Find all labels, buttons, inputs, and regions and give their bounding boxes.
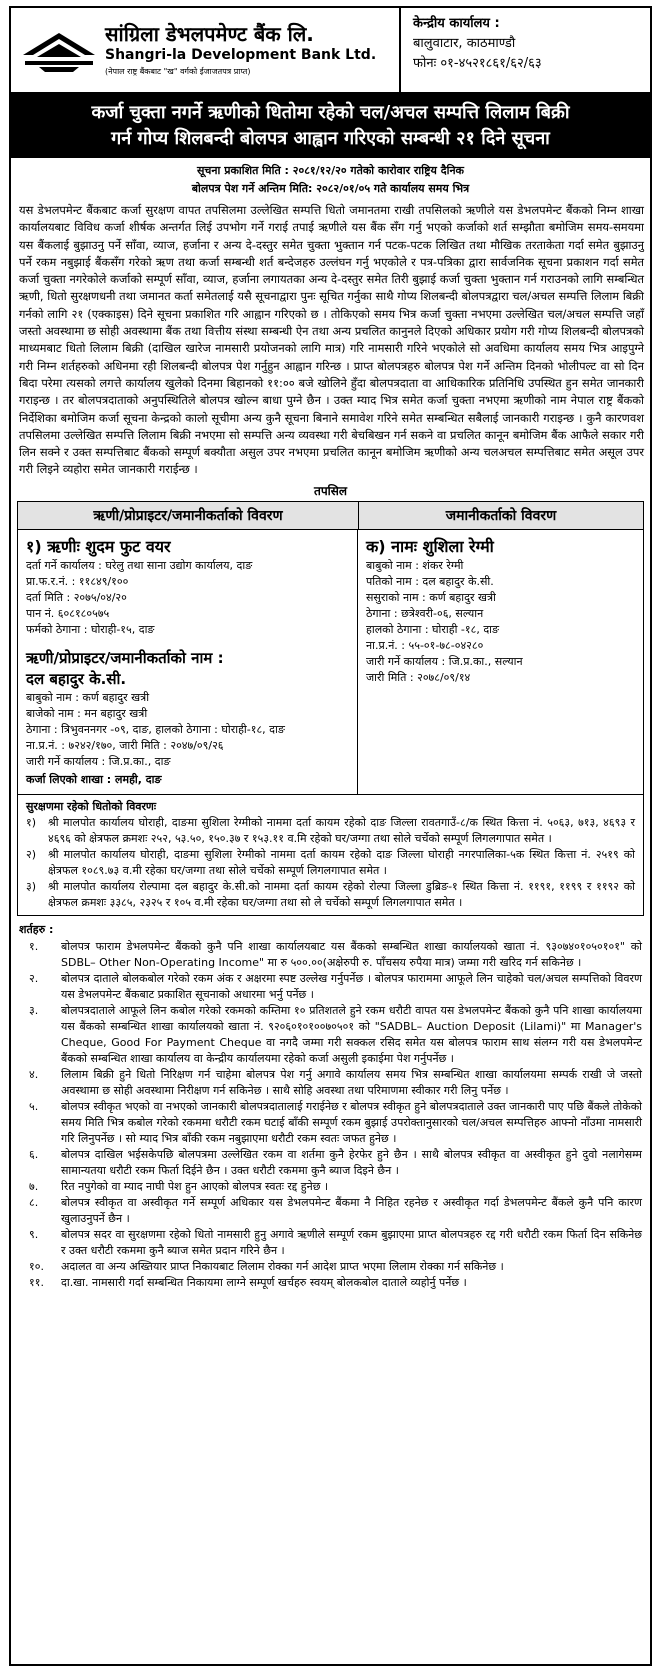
term-item <box>19 1275 642 1291</box>
guarantor-column <box>358 530 643 794</box>
guarantor-line: जारी मिति : २०७८/०९/१४ <box>366 670 471 684</box>
term-number: ७. <box>29 1179 39 1193</box>
guarantor-column-header: जमानीकर्ताको विवरण <box>445 507 557 524</box>
term-text: बोलपत्र सदर वा सुरक्षणमा रहेको धितो नामसारी हुनु अगावे ऋणीले सम्पूर्ण रकम बुझाएमा प्राप्त बोलपत्रहरु रद्द गरी धरौटी रकम फिर्ता दिन सकिनेछ र उक्त धरौटी रकममा कुनै ब्याज समेत प्रदान गरिने छैन । <box>61 1227 642 1257</box>
office-phone: फोनः ०१-४५२१८६१/६२/६३ <box>413 56 542 71</box>
proprietor-title-line2: दल बहादुर के.सी. <box>26 669 127 688</box>
collateral-section <box>18 794 643 915</box>
term-text: बोलपत्र दाखिल भईसकेपछि बोलपत्रमा उल्लेखित रकम वा शर्तमा कुनै हेरफेर हुने छैन । साथै बोलपत्र स्वीकृत वा अस्वीकृत हुने दुवो नलागेसम्म सामान्यतया धरौटी रकम फिर्ता दिईने छैन । उक्त धरौटी रकममा कुनै ब्याज दिइने छैन । <box>61 1147 642 1177</box>
schedule-title: तपसिल <box>313 483 347 498</box>
notice-page <box>9 6 652 1666</box>
bank-name-nepali: सांग्रिला डेभलपमेण्ट बैंक लि. <box>105 22 314 46</box>
guarantor-line: ठेगाना : छत्रेश्वरी-०६, सल्यान <box>366 606 484 620</box>
term-item <box>19 1179 642 1195</box>
term-number: ११. <box>29 1275 44 1289</box>
loan-branch: कर्जा लिएको शाखा : लमही, दाङ <box>26 772 162 786</box>
proprietor-title-line1: ऋणी/प्रोप्राइटर/जमानीकर्ताको नाम : <box>26 648 224 667</box>
collateral-item-text: श्री मालपोत कार्यालय घोराही, दाङमा सुशिला रेग्मीको नाममा दर्ता कायम रहेको दाङ जिल्ला घोराही नगरपालिका-५क स्थित कित्ता नं. २५१९ को क्षेत्रफल १०८९.७३ व.मी रहेका घर/जग्गा तथा सोले चर्चेको सम्पूर्ण लिगलगापात समेत । <box>48 847 635 877</box>
term-text: लिलाम बिक्री हुने धितो निरिक्षण गर्न चाहेमा बोलपत्र पेश गर्नु अगावे कार्यालय समय भित्र सम्बन्धित शाखा कार्यालयमा सम्पर्क राखी जे जस्तो अवस्थामा छ सोही अवस्थामा निरीक्षण गर्न सकिनेछ । साथै सोहि अवस्था तथा परिमाणमा स्वीकार गरी लिनु पर्नेछ । <box>61 1067 642 1097</box>
proprietor-line: जारी गर्ने कार्यालय : जि.प्र.का., दाङ <box>26 754 171 768</box>
borrower-column <box>18 530 358 794</box>
collateral-item-text: श्री मालपोत कार्यालय घोराही, दाङमा सुशिला रेग्मीको नाममा दर्ता कायम रहेको दाङ जिल्ला रावतगाउँ-८/क स्थित कित्ता नं. ५०६३, ७१३, ४६९३ र ४६९६ को क्षेत्रफल क्रमशः २५२, ५३.५०, १५०.३७ र १५३.११ व.मि रहेको घर/जग्गा तथा सोले चर्चेको सम्पूर्ण लिगलगापात समेत । <box>48 815 635 845</box>
notice-body: यस डेभलपमेन्ट बैंकबाट कर्जा सुरक्षण वापत तपसिलमा उल्लेखित सम्पत्ति धितो जमानतमा राखी तपसिलको ऋणीले यस डेभलपमेन्ट बैंकको निम्न शाखा कार्यालयबाट विविध कर्जा शीर्षक अन्तर्गत लिई उपभोग गर्ने गराई तपाई ऋणीले यस बैंक सँग गर्नु भएको कर्जाको शर्त सम्झौता बमोजिम समय-समयमा यस बैंकलाई बुझाउनु पर्ने साँवा, व्याज, हर्जाना र अन्य दे-दस्तुर समेत चुक्ता भुक्तान गर्न पटक-पटक लिखित तथा मौखिक तरताकेता गर्दा समेत बुझाउनु पर्ने रकम नबुझाई बैंकसँग गरेको ऋण तथा कर्जा सम्बन्धी शर्त बन्देजहरु उल्लंघन गर्नु भएकोले र पत्र-पत्रिका द्वारा सार्वजनिक सूचना प्रकाशन गर्दा समेत कर्जा चुक्ता नगरेकोले कर्जाको सम्पूर्ण साँवा, व्याज, हर्जाना लगायतका अन्य दे-दस्तुर समेत तिरी बुझाई कर्जा चुक्ता भुक्तान गर्न गराउनको लागि सम्बन्धित ऋणी, धितो सुरक्षणधनी तथा जमानत कर्ता समेतलाई यसै सूचनाद्वारा पुनः सूचित गर्नुका साथै गोप्य शिलबन्दी बोलपत्रद्वारा चल/अचल सम्पत्ति लिलाम बिक्री गर्नको लागि २१ (एक्काइस) दिने सूचना प्रकाशित गरि आह्वान गरिएको छ । तोकिएको समय भित्र कर्जा चुक्ता नभएमा उल्लेखित चल/अचल सम्पत्ति जहाँ जस्तो अवस्थामा छ सोही अवस्थामा बैंक तथा वित्तीय संस्था सम्बन्धी ऐन तथा अन्य प्रचलित कानुनले दिएको अधिकार प्रयोग गरी गोप्य शिलबन्दी बोलपत्रको माध्यमबाट धितो लिलाम बिक्री (दाखिल खारेज नामसारी प्रयोजनको लागि मात्र) गरि नामसारी गरिने भएकोले सो अवधिमा कार्यालय समय भित्र आइपुग्ने गरी निम्न शर्तहरुको अधिनमा रही शिलबन्दी बोलपत्र पेश गर्नुहुन आह्वान गरिन्छ । प्राप्त बोलपत्रहरु बोलपत्र पेश गर्ने अन्तिम दिनको भोलीपल्ट वा सो दिन बिदा परेमा त्यसको लगत्ते कार्यालय खुलेको दिनमा बिहानको ११:०० बजे खोलिने हुँदा बोलपत्रदाता वा आधिकारिक प्रतिनिधि उपस्थित हुन समेत जानकारी गराइन्छ । तर बोलपत्रदाताको अनुपस्थितिले बोलपत्र खोल्न बाधा पुग्ने छैन । उक्त म्याद भित्र समेत कर्जा चुक्ता नभएमा ऋणीको नाम नेपाल राष्ट्र बैंकको निर्देशिका बमोजिम कर्जा सूचना केन्द्रको कालो सूचीमा अन्य कुनै सूचना बिनाने समावेश गरिने समेत सम्बन्धित सबैलाई जानकारी गराइन्छ । कुनै कारणवश तपसिलमा उल्लेखित सम्पत्ति लिलाम बिक्री नभएमा सो सम्पत्ति अन्य व्यवस्था गरी बेचबिखन गर्न सकने वा प्रचलित कानून बमोजिम बैंक आफैले सकार गरी लिन सक्ने र उक्त सम्पत्तिबाट बैंकको सम्पूर्ण बक्यौता असुल उपर नभएमा प्रचलित कानून बमोजिम ऋणीको अन्य चलअचल सम्पत्तिबाट समेत असूल उपर गरी लिइने व्यहोरा समेत जानकारी गराईन्छ । <box>19 203 644 477</box>
term-text: बोलपत्रदाताले आफूले लिन कबोल गरेको रकमको कम्तिमा १० प्रतिशतले हुने रकम धरौटी वापत यस डेभलपमेन्ट बैंकको कुनै पनि शाखा कार्यालयमा यस बैंकको सम्बन्धित शाखा कार्यालयको खाता नं. ९२०६०१०१००७०५०१ को "SADBL– Auction Deposit (Lilami)" मा Manager's Cheque, Good For Payment Cheque वा नगदै जम्मा गरी सक्कल रसिद समेत यस बोलपत्र फाराम साथ संलग्न गरी यस डेभलपमेन्ट बैंकको सम्बन्धित शाखा कार्यालय वा केन्द्रीय कार्यालयमा रहेको कर्जा असुली इकाईमा पेश गर्नुपर्नेछ । <box>61 1003 642 1065</box>
term-text: बोलपत्र स्वीकृत भएको वा नभएको जानकारी बोलपत्रदातालाई गराईनेछ र बोलपत्र स्वीकृत हुने बोलपत्रदाताले उक्त जानकारी पाए पछि बैंकले तोकेको समय मिति भित्र कबोल गरेको रकममा धरौटी रकम घटाई बाँकी सम्पूर्ण रकम बुझाई उपरोक्तानुसारको चल/अचल सम्पत्तिहरु आफ्नो नाँउमा नामसारी गरि लिनुपर्नेछ । सो म्याद भित्र बाँकी रकम नबुझाएमा धरौटी रकम स्वतः जफत हुनेछ । <box>61 1099 642 1145</box>
term-item <box>19 1195 642 1227</box>
notice-title-line2: गर्न गोप्य शिलबन्दी बोलपत्र आह्वान गरिएको सम्बन्धी २१ दिने सूचना <box>111 128 550 149</box>
collateral-item <box>26 815 635 847</box>
collateral-item <box>26 847 635 879</box>
logo-block <box>11 8 401 92</box>
notice-title-banner <box>11 94 650 158</box>
guarantor-line: हालको ठेगाना : घोराही -१८, दाङ <box>366 622 500 636</box>
borrower-line: प्रा.फ.र.नं. : ११८४९/१०० <box>26 574 129 588</box>
schedule-header-row <box>18 502 643 530</box>
office-title: केन्द्रीय कार्यालय : <box>413 16 500 31</box>
proprietor-title <box>26 648 351 690</box>
term-number: ४. <box>29 1067 39 1081</box>
collateral-title: सुरक्षणमा रहेको धितोको विवरणः <box>26 799 157 813</box>
published-date: सूचना प्रकाशित मिति : २०८१/१२/२० गतेको कारोवार राष्ट्रिय दैनिक <box>196 164 465 177</box>
term-text: अदालत वा अन्य अख्तियार प्राप्त निकायबाट लिलाम रोक्का गर्न आदेश प्राप्त भएमा लिलाम रोक्का गर्न सकिनेछ । <box>61 1259 504 1273</box>
term-item <box>19 1067 642 1099</box>
proprietor-line: बाजेको नाम : मन बहादुर खत्री <box>26 706 148 720</box>
bank-slogan: (नेपाल राष्ट्र बैंकबाट "ख" वर्गको ईजाजतपत्र प्राप्त) <box>105 67 251 76</box>
term-item <box>19 1003 642 1067</box>
term-text: रित नपुगेको वा म्याद नाघी पेश हुन आएको बोलपत्र स्वतः रद्द हुनेछ । <box>61 1179 329 1193</box>
term-number: ८. <box>29 1195 39 1209</box>
term-number: २. <box>29 971 39 985</box>
proprietor-line: बाबुको नाम : कर्ण बहादुर खत्री <box>26 690 150 704</box>
collateral-item-number: १) <box>26 815 37 829</box>
notice-title-line1: कर्जा चुक्ता नगर्ने ऋणीको धितोमा रहेको चल/अचल सम्पत्ति लिलाम बिक्री <box>91 102 570 123</box>
schedule-table <box>17 501 644 916</box>
term-number: ६. <box>29 1147 39 1161</box>
office-address: बालुवाटार, काठमाण्डौ <box>413 36 516 51</box>
guarantor-line: ना.प्र.नं. : ५५-०१-७८-०४२८० <box>366 638 484 652</box>
borrower-line: दर्ता मिति : २०७५/०४/२० <box>26 590 127 604</box>
borrower-line: दर्ता गर्ने कार्यालय : घरेलु तथा साना उद्योग कार्यालय, दाङ <box>26 558 253 572</box>
terms-list <box>11 937 650 1291</box>
bank-names <box>105 22 376 78</box>
schedule-details-row <box>18 530 643 794</box>
header <box>11 8 650 94</box>
proprietor-line: ठेगाना : त्रिभुवननगर -०९, दाङ, हालको ठेगाना : घोराही-१८, दाङ <box>26 722 285 736</box>
borrower-line: पान नं. ६०८१८०५७५ <box>26 606 110 620</box>
borrower-column-header: ऋणी/प्रोप्राइटर/जमानीकर्ताको विवरण <box>18 502 359 529</box>
submission-deadline: बोलपत्र पेश गर्ने अन्तिम मिति: २०८२/०१/०५ गते कार्यालय समय भित्र <box>191 182 470 195</box>
notice-meta <box>11 162 650 198</box>
term-number: १०. <box>29 1259 44 1273</box>
term-text: दा.खा. नामसारी गर्दा सम्बन्धित निकायमा लाग्ने सम्पूर्ण खर्चहरु स्वयम् बोलकबोल दाताले व्यहोर्नु पर्नेछ । <box>61 1275 467 1289</box>
guarantor-line: ससुराको नाम : कर्ण बहादुर खत्री <box>366 590 496 604</box>
term-number: ९. <box>29 1227 39 1241</box>
term-item <box>19 939 642 971</box>
borrower-title: १) ऋणीः शुदम फुट वयर <box>26 536 171 556</box>
term-text: बोलपत्र फाराम डेभलपमेन्ट बैंकको कुनै पनि शाखा कार्यालयबाट यस बैंकको सम्बन्धित शाखा कार्यालयको खाता नं. ९३०७४०१०५०१०१" को SDBL– Other Non-Operating Income" मा रु ५००.००(अक्षेरुपी रु. पाँचसय रुपैया मात्र) जम्मा गरी खरिद गर्न सकिनेछ । <box>61 939 642 969</box>
term-text: बोलपत्र दाताले बोलकबोल गरेको रकम अंक र अक्षरमा स्पष्ट उल्लेख गर्नुपर्नेछ । बोलपत्र फाराममा आफूले लिन चाहेको चल/अचल सम्पत्तिको विवरण यस डेभलपमेन्ट बैंकबाट प्रकाशित सूचनाको अधारमा भर्नु पर्नेछ । <box>61 971 642 1001</box>
terms-title: शर्तहरु : <box>19 922 54 936</box>
term-text: बोलपत्र स्वीकृत वा अस्वीकृत गर्ने सम्पूर्ण अधिकार यस डेभलपमेन्ट बैंकमा नै निहित रहनेछ र अस्वीकृत गर्दा डेभलपमेन्ट बैंकले कुनै पनि कारण खुलाउनुपर्ने छैन । <box>61 1195 642 1225</box>
guarantor-line: जारी गर्ने कार्यालय : जि.प्र.का., सल्यान <box>366 654 523 668</box>
bank-name-english: Shangri-la Development Bank Ltd. <box>105 47 377 63</box>
proprietor-line: ना.प्र.नं. : ७२४२/१७०, जारी मिति : २०४७/०९/२६ <box>26 738 224 752</box>
term-item <box>19 1227 642 1259</box>
term-item <box>19 971 642 1003</box>
term-number: १. <box>29 939 39 953</box>
guarantor-line: बाबुको नाम : शंकर रेग्मी <box>366 558 464 572</box>
term-item <box>19 1099 642 1147</box>
borrower-line: फर्मको ठेगाना : घोराही-१५, दाङ <box>26 622 155 636</box>
bank-logo-icon <box>19 25 99 75</box>
collateral-item-number: ३) <box>26 879 37 893</box>
collateral-item <box>26 879 635 911</box>
term-number: ५. <box>29 1099 39 1113</box>
term-item <box>19 1259 642 1275</box>
guarantor-title: क) नामः शुशिला रेग्मी <box>366 536 494 556</box>
term-number: ३. <box>29 1003 39 1017</box>
collateral-item-number: २) <box>26 847 37 861</box>
collateral-item-text: श्री मालपोत कार्यालय रोल्पामा दल बहादुर के.सी.को नाममा दर्ता कायम रहेको रोल्पा जिल्ला डुब्रिङ-१ स्थित कित्ता नं. ११९१, ११९९ र ११९२ को क्षेत्रफल क्रमशः ३३८५, २३२५ र १०५ व.मी रहेका घर/जग्गा तथा सो ले चर्चेको सम्पूर्ण लिगलगापात समेत । <box>48 879 635 909</box>
term-item <box>19 1147 642 1179</box>
guarantor-line: पतिको नाम : दल बहादुर के.सी. <box>366 574 494 588</box>
contact-block <box>401 8 650 92</box>
